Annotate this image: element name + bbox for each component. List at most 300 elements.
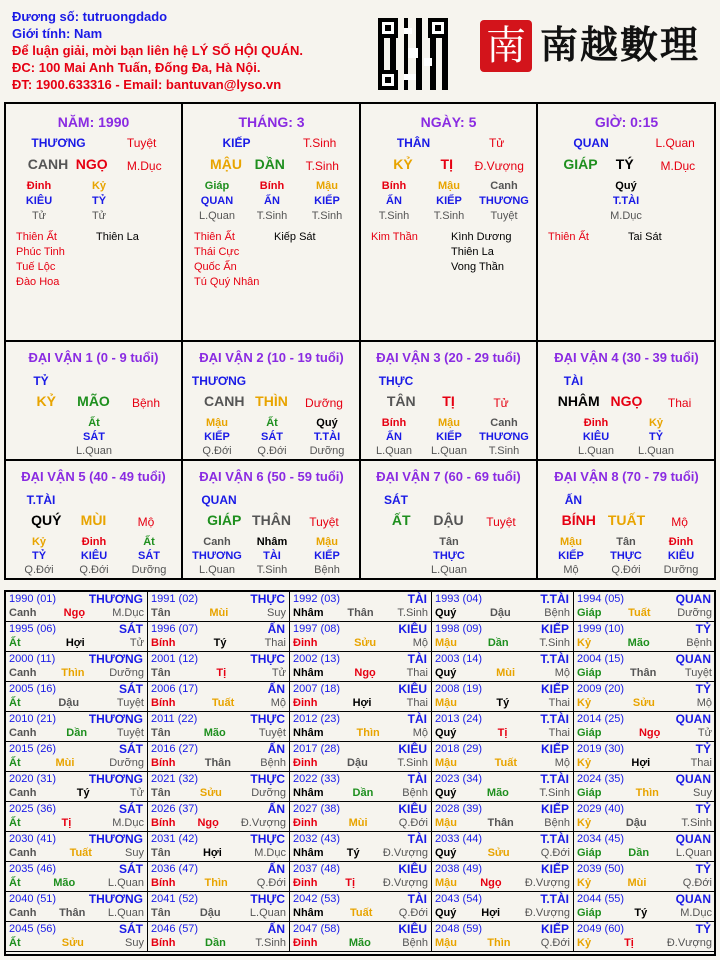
year-ten-god: TÀI: [407, 832, 427, 846]
year-stem-branch-row: [577, 696, 712, 710]
year-cell[interactable]: [432, 892, 574, 922]
heavenly-stem: CANH: [204, 393, 245, 409]
branch-stage: Thai: [667, 396, 692, 410]
year-cell[interactable]: [432, 862, 574, 892]
hidden-god: T.TÀI: [612, 195, 640, 207]
dai-van-box: [538, 342, 715, 459]
star-label: Thiên Ất: [194, 231, 235, 243]
year-ten-god: THƯƠNG: [88, 832, 143, 846]
year-stem-branch-row: [293, 696, 428, 710]
year-branch: Thân: [204, 757, 232, 769]
year-cell[interactable]: [574, 892, 716, 922]
year-cell[interactable]: [6, 922, 148, 952]
year-stage: Dưỡng: [251, 787, 286, 799]
hidden-stem: Quý: [316, 417, 338, 429]
year-cell[interactable]: [432, 592, 574, 622]
heavenly-stem: TÂN: [386, 393, 416, 409]
year-stage: L.Quan: [249, 907, 286, 919]
year-ten-god: KIÊU: [398, 742, 427, 756]
dai-van-title: ĐẠI VẬN 3 (20 - 29 tuổi): [376, 350, 521, 365]
hidden-stem: Mậu: [206, 417, 228, 429]
year-stem: Canh: [9, 787, 37, 799]
branch-stage: Dưỡng: [305, 396, 343, 410]
year-cell[interactable]: [574, 802, 716, 832]
year-stage: Suy: [693, 787, 712, 799]
year-cell[interactable]: [290, 652, 432, 682]
year-branch: Tị: [497, 727, 508, 739]
year-cell[interactable]: [148, 652, 290, 682]
hidden-stem: Mậu: [560, 536, 582, 548]
year-cell[interactable]: [148, 832, 290, 862]
year-label: 2033 (44): [435, 833, 483, 845]
year-ten-god: TÀI: [407, 652, 427, 666]
dai-van-title: ĐẠI VẬN 7 (60 - 69 tuổi): [376, 469, 521, 484]
year-stem: Bính: [151, 757, 176, 769]
year-label: 2037 (48): [293, 863, 341, 875]
hidden-stage: Dưỡng: [309, 445, 345, 457]
year-cell[interactable]: [148, 892, 290, 922]
stem-stage: Tuyệt: [126, 136, 157, 150]
year-stem-branch-row: [151, 726, 286, 740]
year-cell[interactable]: [6, 652, 148, 682]
year-stem-branch-row: [435, 936, 570, 950]
heavenly-stem: KỶ: [36, 393, 56, 409]
hidden-stage: L.Quan: [198, 564, 236, 576]
year-cell[interactable]: [290, 592, 432, 622]
year-stage: L.Quan: [675, 847, 712, 859]
year-stem-branch-row: [577, 846, 712, 860]
dai-van-box: [6, 342, 183, 459]
year-cell[interactable]: [148, 862, 290, 892]
year-cell[interactable]: [148, 802, 290, 832]
hidden-stage: Dưỡng: [663, 564, 699, 576]
year-cell[interactable]: [574, 742, 716, 772]
hidden-stage: M.Dục: [610, 210, 642, 222]
year-stem: Giáp: [577, 667, 602, 679]
year-ten-god: T.TÀI: [540, 772, 569, 786]
hidden-god: SÁT: [261, 431, 283, 443]
year-stem-branch-row: [9, 936, 144, 950]
year-ten-god: KIÊU: [398, 622, 427, 636]
year-cell[interactable]: [290, 862, 432, 892]
hidden-god: TỶ: [31, 550, 47, 562]
year-stage: Q.Đới: [398, 817, 428, 829]
year-cell[interactable]: [148, 742, 290, 772]
year-cell[interactable]: [432, 652, 574, 682]
year-cell[interactable]: [432, 682, 574, 712]
year-label: 2005 (16): [9, 683, 57, 695]
year-stem: Mậu: [435, 937, 457, 949]
year-stage: Q.Đới: [398, 907, 428, 919]
hidden-stem: Kỷ: [31, 536, 47, 548]
year-stem-branch-row: [435, 726, 570, 740]
year-branch: Ngọ: [354, 667, 376, 679]
year-cell[interactable]: [148, 712, 290, 742]
year-stem-branch-row: [577, 756, 712, 770]
year-label: 2026 (37): [151, 803, 199, 815]
year-stem: Quý: [435, 727, 457, 739]
year-stem-branch-row: [435, 606, 570, 620]
star-label: Thiên La: [451, 246, 494, 258]
year-label: 1990 (01): [9, 593, 57, 605]
year-stem-branch-row: [9, 636, 144, 650]
pillar-box: [538, 104, 715, 340]
year-ten-god: ẤN: [267, 742, 285, 756]
year-stage: L.Quan: [107, 907, 144, 919]
year-stem: Ất: [9, 697, 21, 709]
hidden-stage: L.Quan: [75, 445, 113, 457]
year-cell[interactable]: [574, 922, 716, 952]
hidden-stage: T.Sinh: [378, 210, 410, 222]
earthly-branch: MÃO: [77, 393, 110, 409]
address-line: ĐC: 100 Mai Anh Tuấn, Đống Đa, Hà Nội.: [12, 60, 261, 75]
year-stage: M.Dục: [680, 907, 712, 919]
star-label: Kình Dương: [451, 231, 512, 243]
year-branch: Thân: [630, 667, 657, 679]
year-ten-god: SÁT: [119, 682, 143, 696]
year-cell[interactable]: [290, 742, 432, 772]
gender: Giới tính: Nam: [12, 26, 103, 41]
year-branch: Tý: [213, 637, 227, 649]
year-branch: Mão: [53, 877, 76, 889]
year-label: 2039 (50): [577, 863, 625, 875]
year-label: 2041 (52): [151, 893, 199, 905]
dai-van-box: [184, 461, 361, 578]
year-stage: Tuyệt: [684, 667, 712, 679]
earthly-branch: TUẤT: [607, 512, 646, 528]
year-label: 2022 (33): [293, 773, 341, 785]
year-branch: Tý: [496, 697, 510, 709]
year-ten-god: ẤN: [267, 622, 285, 636]
year-ten-god: TỶ: [695, 802, 711, 816]
earthly-branch: TỊ: [440, 156, 453, 172]
year-stage: Thai: [548, 697, 570, 709]
year-branch: Thìn: [356, 727, 380, 739]
year-cell[interactable]: [574, 652, 716, 682]
year-cell[interactable]: [148, 772, 290, 802]
year-cell[interactable]: [148, 922, 290, 952]
year-branch: Mão: [348, 937, 371, 949]
year-stem-branch-row: [435, 816, 570, 830]
hidden-stage: Q.Đới: [79, 564, 109, 576]
dai-van-title: ĐẠI VẬN 5 (40 - 49 tuổi): [21, 469, 166, 484]
year-stem-branch-row: [293, 906, 428, 920]
hidden-god: KIẾP: [204, 431, 230, 443]
ten-god: QUAN: [201, 493, 237, 507]
ten-god: TỶ: [33, 374, 49, 388]
year-label: 1993 (04): [435, 593, 483, 605]
year-label: 2016 (27): [151, 743, 199, 755]
year-stem: Ất: [9, 817, 21, 829]
year-ten-god: TỶ: [695, 922, 711, 936]
year-cell[interactable]: [432, 802, 574, 832]
year-cell[interactable]: [574, 682, 716, 712]
star-label: Quốc Ấn: [194, 261, 237, 273]
year-branch: Hợi: [65, 637, 85, 649]
year-stem-branch-row: [577, 726, 712, 740]
year-cell[interactable]: [6, 832, 148, 862]
hidden-stem: Mậu: [316, 180, 338, 192]
year-ten-god: SÁT: [119, 862, 143, 876]
year-stage: Đ.Vượng: [382, 847, 428, 859]
year-stem-branch-row: [9, 846, 144, 860]
year-stem: Giáp: [577, 907, 602, 919]
year-label: 2047 (58): [293, 923, 341, 935]
year-branch: Dần: [66, 727, 88, 739]
year-stem-branch-row: [293, 816, 428, 830]
year-ten-god: T.TÀI: [540, 652, 569, 666]
year-branch: Thân: [487, 817, 514, 829]
dai-van-title: ĐẠI VẬN 4 (30 - 39 tuổi): [554, 350, 699, 365]
year-stage: Dưỡng: [677, 607, 712, 619]
year-label: 2038 (49): [435, 863, 483, 875]
earthly-branch: TÝ: [615, 156, 634, 172]
year-cell[interactable]: [432, 742, 574, 772]
year-branch: Hợi: [631, 757, 651, 769]
year-cell[interactable]: [290, 802, 432, 832]
hidden-god: TỶ: [91, 195, 107, 207]
hidden-stage: Dưỡng: [131, 564, 167, 576]
year-ten-god: ẤN: [267, 682, 285, 696]
year-stem-branch-row: [9, 786, 144, 800]
year-stage: Q.Đới: [540, 847, 570, 859]
year-cell[interactable]: [574, 772, 716, 802]
year-ten-god: TÀI: [407, 892, 427, 906]
year-stage: Mộ: [554, 667, 570, 679]
star-label: Phúc Tinh: [16, 246, 65, 258]
dai-van-box: [361, 342, 538, 459]
year-label: 2029 (40): [577, 803, 625, 815]
year-stem-branch-row: [577, 786, 712, 800]
year-label: 2004 (15): [577, 653, 625, 665]
earthly-branch: NGỌ: [75, 156, 108, 172]
hidden-stem: Bính: [381, 180, 407, 192]
year-stem-branch-row: [435, 636, 570, 650]
year-stage: L.Quan: [107, 877, 144, 889]
year-ten-god: T.TÀI: [540, 832, 569, 846]
year-ten-god: QUAN: [675, 652, 711, 666]
hidden-god: ẤN: [386, 431, 402, 443]
year-stem: Quý: [435, 847, 457, 859]
year-stem: Nhâm: [293, 727, 324, 739]
ten-god: TÀI: [563, 374, 584, 388]
contact-line[interactable]: Để luận giải, mời bạn liên hệ LÝ SỐ HỘI QUÁN.: [12, 43, 303, 58]
hidden-stem: Canh: [490, 417, 518, 429]
year-cell[interactable]: [148, 682, 290, 712]
year-cell[interactable]: [6, 592, 148, 622]
year-stem: Bính: [151, 937, 176, 949]
year-stage: Q.Đới: [682, 877, 712, 889]
hidden-stem: Ất: [266, 417, 278, 429]
year-cell[interactable]: [6, 802, 148, 832]
year-branch: Ngọ: [197, 817, 219, 829]
year-cell[interactable]: [432, 832, 574, 862]
year-cell[interactable]: [6, 622, 148, 652]
year-branch: Hợi: [481, 907, 501, 919]
hidden-stem: Quý: [615, 180, 637, 192]
year-cell[interactable]: [290, 622, 432, 652]
star-label: Tai Sát: [628, 231, 662, 243]
year-stem-branch-row: [577, 636, 712, 650]
seal-stamp: 南: [480, 20, 532, 72]
year-cell[interactable]: [290, 682, 432, 712]
year-label: 2036 (47): [151, 863, 199, 875]
hidden-god: KIẾP: [314, 195, 340, 207]
earthly-branch: THÌN: [255, 393, 288, 409]
year-stem: Kỷ: [577, 757, 592, 769]
branch-stage: T.Sinh: [305, 159, 339, 173]
year-cell[interactable]: [290, 892, 432, 922]
hidden-god: SÁT: [83, 431, 105, 443]
year-cell[interactable]: [290, 772, 432, 802]
year-stem-branch-row: [577, 816, 712, 830]
year-cell[interactable]: [6, 712, 148, 742]
year-label: 2020 (31): [9, 773, 57, 785]
hidden-god: KIẾP: [314, 550, 340, 562]
heavenly-stem: QUÝ: [31, 512, 62, 528]
year-stage: M.Dục: [112, 817, 144, 829]
year-stage: Bệnh: [402, 937, 428, 949]
year-label: 2018 (29): [435, 743, 483, 755]
year-label: 2010 (21): [9, 713, 57, 725]
year-ten-god: THỰC: [250, 592, 285, 606]
year-ten-god: THƯƠNG: [88, 892, 143, 906]
year-ten-god: QUAN: [675, 832, 711, 846]
year-ten-god: KIẾP: [540, 742, 569, 756]
year-stage: Q.Đới: [256, 877, 286, 889]
year-stem: Mậu: [435, 877, 457, 889]
year-ten-god: KIẾP: [540, 802, 569, 816]
year-stage: Bệnh: [686, 637, 712, 649]
year-stem-branch-row: [9, 606, 144, 620]
year-cell[interactable]: [574, 592, 716, 622]
year-cell[interactable]: [290, 832, 432, 862]
year-label: 1994 (05): [577, 593, 625, 605]
year-stem-branch-row: [293, 846, 428, 860]
year-branch: Tuất: [69, 847, 92, 859]
branch-stage: M.Dục: [126, 159, 162, 173]
hidden-god: THƯƠNG: [192, 550, 242, 562]
year-stage: Dưỡng: [109, 757, 144, 769]
year-stage: T.Sinh: [539, 787, 570, 799]
hidden-stage: Bệnh: [314, 564, 340, 576]
year-cell[interactable]: [6, 682, 148, 712]
hidden-stage: Q.Đới: [24, 564, 54, 576]
hidden-stem: Bính: [381, 417, 407, 429]
year-cell[interactable]: [432, 622, 574, 652]
dai-van-title: ĐẠI VẬN 8 (70 - 79 tuổi): [554, 469, 699, 484]
year-cell[interactable]: [574, 622, 716, 652]
year-stem: Mậu: [435, 817, 457, 829]
hidden-stem: Tân: [439, 536, 459, 548]
year-stem-branch-row: [293, 876, 428, 890]
year-cell[interactable]: [574, 832, 716, 862]
hidden-god: THỰC: [433, 550, 465, 562]
year-cell[interactable]: [6, 862, 148, 892]
owner-name: Đương số: tutruongdado: [12, 9, 168, 24]
year-label: 2013 (24): [435, 713, 483, 725]
year-stem: Canh: [9, 847, 37, 859]
hidden-god: SÁT: [138, 550, 160, 562]
year-stage: Thai: [690, 757, 712, 769]
star-label: Kiếp Sát: [274, 231, 316, 243]
year-stage: Mộ: [270, 697, 286, 709]
earthly-branch: DẬU: [433, 512, 464, 528]
dai-van-title: ĐẠI VẬN 2 (10 - 19 tuổi): [199, 350, 344, 365]
year-ten-god: THỰC: [250, 652, 285, 666]
hidden-stem: Bính: [259, 180, 285, 192]
pillar-title: NĂM: 1990: [57, 114, 130, 130]
year-ten-god: ẤN: [267, 862, 285, 876]
year-stage: Suy: [125, 847, 144, 859]
year-cell[interactable]: [6, 742, 148, 772]
year-cell[interactable]: [574, 712, 716, 742]
earthly-branch: MÙI: [80, 512, 107, 528]
year-ten-god: THƯƠNG: [88, 772, 143, 786]
year-stem: Tân: [151, 607, 171, 619]
branch-stage: Đ.Vượng: [474, 159, 524, 173]
year-stem: Canh: [9, 667, 37, 679]
year-branch: Tị: [216, 667, 227, 679]
year-cell[interactable]: [290, 922, 432, 952]
year-stage: M.Dục: [254, 847, 286, 859]
star-label: Thiên Ất: [548, 231, 589, 243]
year-stem: Kỷ: [577, 877, 592, 889]
year-stage: Thai: [264, 637, 286, 649]
year-stem-branch-row: [9, 666, 144, 680]
hidden-stem: Mậu: [438, 180, 460, 192]
year-cell[interactable]: [290, 712, 432, 742]
year-label: 2006 (17): [151, 683, 199, 695]
year-ten-god: THƯƠNG: [88, 652, 143, 666]
hidden-god: KIÊU: [667, 550, 695, 562]
year-stage: T.Sinh: [397, 757, 428, 769]
year-cell[interactable]: [148, 622, 290, 652]
year-cell[interactable]: [574, 862, 716, 892]
year-cell[interactable]: [6, 772, 148, 802]
pillar-box: [6, 104, 183, 340]
branch-stage: Bệnh: [131, 396, 161, 410]
year-cell[interactable]: [432, 772, 574, 802]
year-cell[interactable]: [148, 592, 290, 622]
year-stem-branch-row: [577, 936, 712, 950]
phone-email-line[interactable]: ĐT: 1900.633316 - Email: bantuvan@lyso.vn: [12, 77, 282, 92]
year-stem-branch-row: [151, 816, 286, 830]
hidden-stem: Kỷ: [648, 417, 664, 429]
qr-code-icon[interactable]: [378, 18, 448, 90]
year-cell[interactable]: [432, 712, 574, 742]
year-label: 2008 (19): [435, 683, 483, 695]
year-stem: Kỷ: [577, 697, 592, 709]
year-cell[interactable]: [432, 922, 574, 952]
year-branch: Hợi: [352, 697, 372, 709]
year-label: 2015 (26): [9, 743, 57, 755]
year-stem-branch-row: [151, 636, 286, 650]
stem-stage: L.Quan: [655, 136, 695, 150]
year-stem: Tân: [151, 787, 171, 799]
ten-god: THƯƠNG: [191, 374, 247, 388]
year-ten-god: QUAN: [675, 892, 711, 906]
year-branch: Dậu: [347, 757, 368, 769]
year-ten-god: TỶ: [695, 622, 711, 636]
ten-god: KIẾP: [222, 136, 251, 150]
year-label: 2024 (35): [577, 773, 625, 785]
heavenly-stem: GIÁP: [207, 512, 242, 528]
year-stem-branch-row: [293, 756, 428, 770]
year-cell[interactable]: [6, 892, 148, 922]
year-stage: Đ.Vượng: [524, 877, 570, 889]
hidden-stem: Tân: [616, 536, 636, 548]
